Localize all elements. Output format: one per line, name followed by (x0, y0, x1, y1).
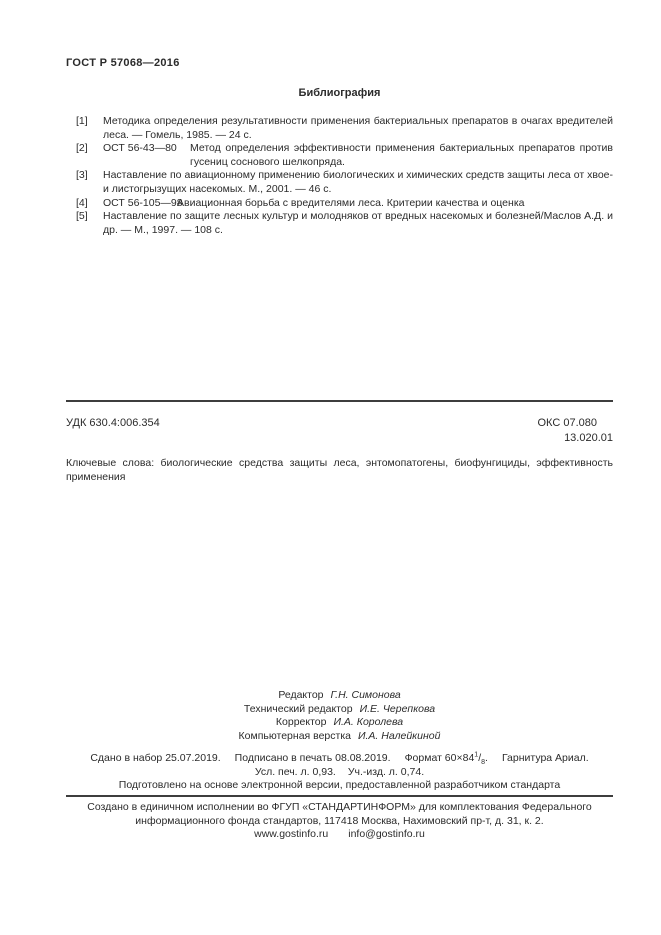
bibliography-entry (66, 210, 613, 237)
bibliography-entry (66, 115, 613, 142)
oks-code-primary: ОКС 07.080 (537, 417, 597, 429)
imprint-line-3: Подготовлено на основе электронной версии, предоставленной разработчиком стандарта (118, 779, 561, 791)
bibliography-entry (66, 197, 613, 211)
credit-role: Редактор (278, 689, 324, 701)
credit-name: И.А. Королева (333, 716, 404, 728)
section-title: Библиография (298, 87, 381, 99)
credit-line (66, 703, 613, 717)
credit-line (66, 689, 613, 703)
bib-entry-text (103, 142, 613, 169)
imprint-publisher-sheets: Уч.-изд. л. 0,74. (347, 765, 425, 778)
imprint-printed-sheets: Усл. печ. л. 0,93. (254, 765, 336, 778)
bib-ref-number: [5] (76, 210, 88, 223)
keywords-paragraph: Ключевые слова: биологические средства защиты леса, энтомопатогены, биофунгициды, эффективность применения (66, 457, 613, 483)
footer-line-2: информационного фонда стандартов, 117418 Москва, Нахимовский пр-т, д. 31, к. 2. (135, 814, 544, 827)
bib-ref-number: [2] (76, 142, 88, 155)
bibliography-entry (66, 142, 613, 169)
imprint-block (66, 752, 613, 793)
footer-contacts (66, 828, 613, 842)
credit-name: И.А. Налейкиной (358, 729, 441, 742)
credit-line (66, 730, 613, 744)
imprint-print-date: Подписано в печать 08.08.2019. (234, 752, 391, 764)
imprint-line-2 (66, 766, 613, 780)
credit-role: Корректор (275, 716, 327, 728)
email-text: info@gostinfo.ru (348, 828, 425, 840)
credit-name: Г.Н. Симонова (330, 689, 401, 701)
bib-ref-number: [3] (76, 169, 88, 182)
divider-rule-bottom (66, 795, 613, 797)
oks-codes (538, 416, 614, 446)
credit-name: И.Е. Черепкова (359, 702, 436, 715)
bibliography-entry (66, 169, 613, 196)
footer-block (66, 801, 613, 842)
bib-standard-code: ОСТ 56-105—98 (103, 196, 183, 209)
bib-entry-description: Метод определения эффективности применения бактериальных препаратов против гусениц соснового шелкопряда. (190, 142, 613, 168)
website-text: www.gostinfo.ru (254, 828, 329, 840)
bibliography-list (66, 115, 613, 237)
bib-entry-text: Наставление по авиационному применению биологических и химических средств защиты леса от хвое- и листогрызущих насекомых. М., 2001. — 46 с. (103, 169, 613, 195)
credit-role: Компьютерная верстка (238, 729, 351, 742)
bib-entry-description: Авиационная борьба с вредителями леса. Критерии качества и оценка (177, 196, 525, 209)
bib-entry-text (103, 197, 613, 211)
credit-line (66, 716, 613, 730)
doc-code: ГОСТ Р 57068—2016 (66, 57, 180, 69)
footer-line-1: Создано в единичном исполнении во ФГУП «СТАНДАРТИНФОРМ» для комплектования Федерального (87, 801, 592, 813)
oks-code-secondary: 13.020.01 (564, 432, 613, 444)
bib-entry-text: Наставление по защите лесных культур и молодняков от вредных насекомых и болезней/Маслов А.Д. и др. — М., 1997. — 108 с. (103, 210, 613, 236)
bib-entry-text: Методика определения результативности применения бактериальных препаратов в очагах вредителей леса. — Гомель, 1985. — 24 с. (103, 115, 613, 141)
udk-code: УДК 630.4:006.354 (66, 417, 160, 429)
credit-role: Технический редактор (243, 702, 353, 715)
classification-row (66, 416, 613, 446)
imprint-typeset-date: Сдано в набор 25.07.2019. (90, 752, 221, 764)
bib-ref-number: [1] (76, 115, 88, 127)
imprint-typeface: Гарнитура Ариал. (501, 752, 589, 764)
imprint-line-1 (66, 752, 613, 766)
divider-rule-top (66, 400, 613, 402)
imprint-format: Формат $60\times 84^1/_8$. (404, 751, 488, 767)
bib-standard-code: ОСТ 56-43—80 (103, 142, 177, 155)
bib-ref-number: [4] (76, 196, 88, 209)
credits-block (66, 689, 613, 743)
